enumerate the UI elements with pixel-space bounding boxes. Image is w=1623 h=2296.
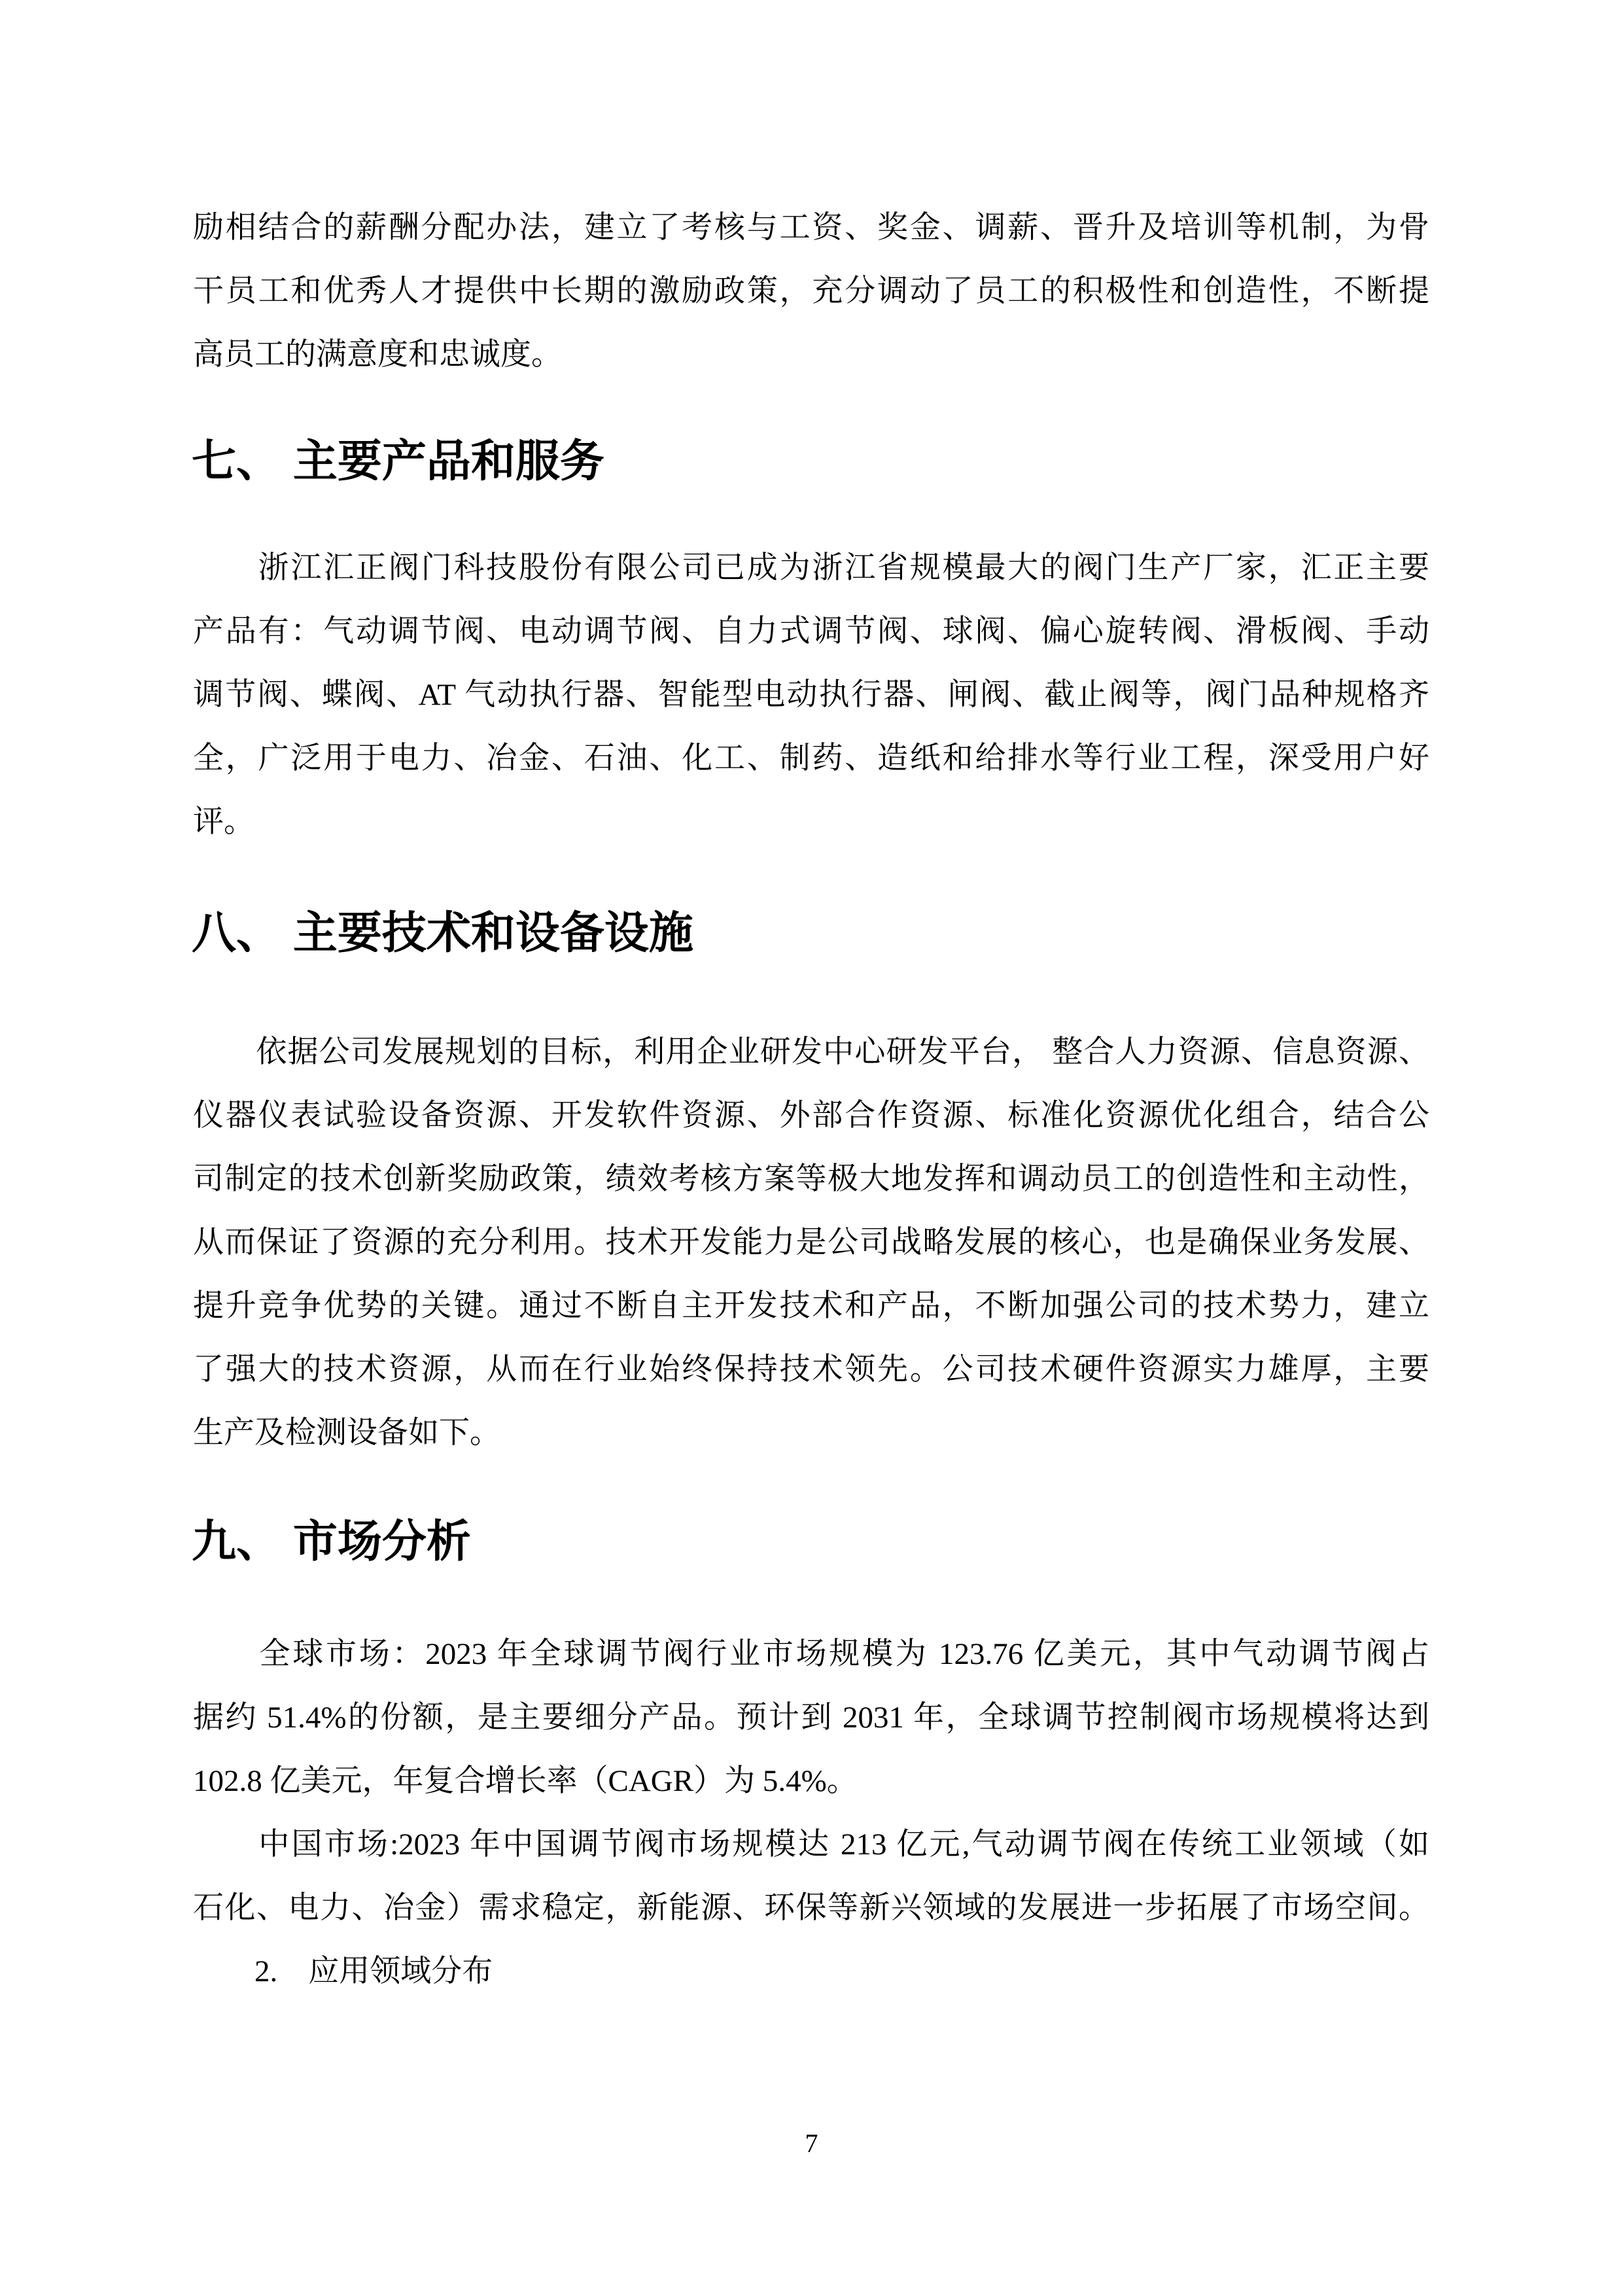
body-text-line: 产品有：气动调节阀、电动调节阀、自力式调节阀、球阀、偏心旋转阀、滑板阀、手动	[193, 614, 1429, 648]
body-text-line: 调节阀、蝶阀、AT 气动执行器、智能型电动执行器、闸阀、截止阀等，阀门品种规格齐	[193, 678, 1429, 712]
body-text-line: 全，广泛用于电力、冶金、石油、化工、制药、造纸和给排水等行业工程，深受用户好	[193, 741, 1429, 775]
body-text-line: 高员工的满意度和忠诚度。	[193, 338, 562, 372]
body-text-line: 从而保证了资源的充分利用。技术开发能力是公司战略发展的核心，也是确保业务发展、	[193, 1226, 1429, 1260]
body-text-line: 评。	[193, 805, 254, 839]
body-text-line: 石化、电力、冶金）需求稳定，新能源、环保等新兴领域的发展进一步拓展了市场空间。	[193, 1891, 1429, 1925]
body-text-line: 生产及检测设备如下。	[193, 1416, 500, 1450]
body-text-line: 励相结合的薪酬分配办法，建立了考核与工资、奖金、调薪、晋升及培训等机制，为骨	[193, 211, 1429, 245]
paragraph-products	[193, 537, 1429, 854]
body-text-line: 据约 51.4%的份额，是主要细分产品。预计到 2031 年，全球调节控制阀市场规模将达到	[193, 1701, 1429, 1735]
body-text-line: 依据公司发展规划的目标，利用企业研发中心研发平台， 整合人力资源、信息资源、	[193, 1035, 1429, 1069]
paragraph-market	[193, 1623, 1429, 2004]
body-text-line: 仪器仪表试验设备资源、开发软件资源、外部合作资源、标准化资源优化组合，结合公	[193, 1099, 1429, 1133]
body-text-line: 浙江汇正阀门科技股份有限公司已成为浙江省规模最大的阀门生产厂家，汇正主要	[193, 551, 1429, 585]
paragraph-technology	[193, 1021, 1429, 1465]
body-text-line: 提升竞争优势的关键。通过不断自主开发技术和产品，不断加强公司的技术势力，建立	[193, 1289, 1429, 1323]
heading-market-analysis: 九、 市场分析	[192, 1517, 471, 1566]
body-text-line: 干员工和优秀人才提供中长期的激励政策，充分调动了员工的积极性和创造性，不断提	[193, 274, 1429, 308]
heading-products-services: 七、 主要产品和服务	[192, 436, 604, 486]
body-text-line: 中国市场:2023 年中国调节阀市场规模达 213 亿元,气动调节阀在传统工业领域（如	[193, 1828, 1429, 1862]
heading-tech-equipment: 八、 主要技术和设备设施	[192, 908, 693, 958]
body-text-line: 全球市场：2023 年全球调节阀行业市场规模为 123.76 亿美元，其中气动调节阀占	[193, 1637, 1429, 1671]
list-item-application-distribution: 2. 应用领域分布	[193, 1954, 493, 1988]
paragraph-incentive	[193, 196, 1429, 387]
page-number: 7	[805, 2128, 818, 2158]
body-text-line: 司制定的技术创新奖励政策，绩效考核方案等极大地发挥和调动员工的创造性和主动性，	[193, 1162, 1429, 1196]
body-text-line: 102.8 亿美元，年复合增长率（CAGR）为 5.4%。	[193, 1764, 858, 1798]
body-text-line: 了强大的技术资源，从而在行业始终保持技术领先。公司技术硬件资源实力雄厚，主要	[193, 1352, 1429, 1386]
